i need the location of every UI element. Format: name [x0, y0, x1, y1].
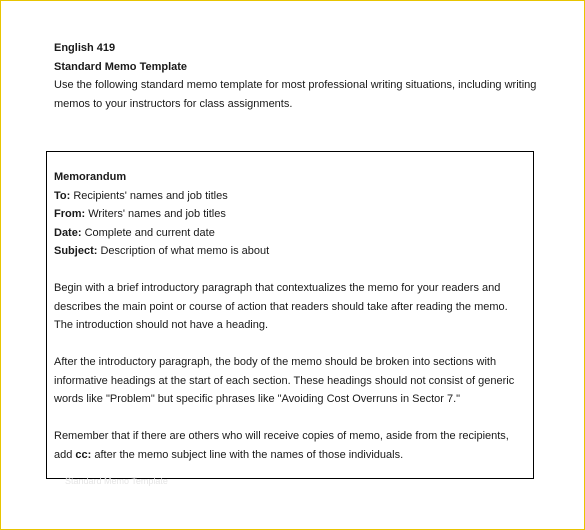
memo-to-line	[54, 187, 524, 206]
subject-value: Description of what memo is about	[97, 245, 270, 257]
copies-paragraph	[54, 427, 524, 464]
to-value: Recipients' names and job titles	[70, 189, 228, 202]
intro-paragraph: Begin with a brief introductory paragraph that contextualizes the memo for your readers and describes the main point or course of action that readers should take after reading the memo. The introduction should not have a heading.	[54, 282, 508, 331]
document-header	[54, 39, 554, 113]
faint-background-text: Standard Memo Template	[65, 476, 168, 486]
memo-from-line	[54, 205, 524, 224]
memo-heading: Memorandum	[54, 171, 127, 183]
spacer	[54, 409, 524, 428]
memo-template-box	[46, 151, 534, 486]
memo-subject-line	[54, 242, 524, 261]
spacer	[54, 335, 524, 354]
date-value: Complete and current date	[81, 226, 215, 239]
cc-label: cc:	[75, 448, 92, 461]
memo-content	[54, 168, 524, 464]
to-label: To:	[54, 189, 71, 202]
from-label: From:	[54, 208, 86, 220]
from-value: Writers' names and job titles	[85, 208, 226, 220]
copies-text-start: Remember that if there are others who will receive copies of memo, aside from the recipients, add	[54, 430, 509, 461]
date-label: Date:	[54, 226, 82, 239]
instructions-text: Use the following standard memo template for most professional writing situations, including writing memos to your instructors for class assignments.	[54, 79, 537, 110]
spacer	[54, 261, 524, 280]
copies-text-end: after the memo subject line with the names of those individuals.	[91, 448, 404, 461]
course-title: English 419	[54, 42, 116, 54]
subject-label: Subject:	[54, 245, 98, 257]
template-title: Standard Memo Template	[54, 60, 188, 73]
body-paragraph: After the introductory paragraph, the body of the memo should be broken into sections with informative headings at the start of each section. These headings should not consist of generic words like "Problem" but specific phrases like "Avoiding Cost Overruns in Sector 7."	[54, 356, 515, 405]
memo-date-line	[54, 224, 524, 243]
